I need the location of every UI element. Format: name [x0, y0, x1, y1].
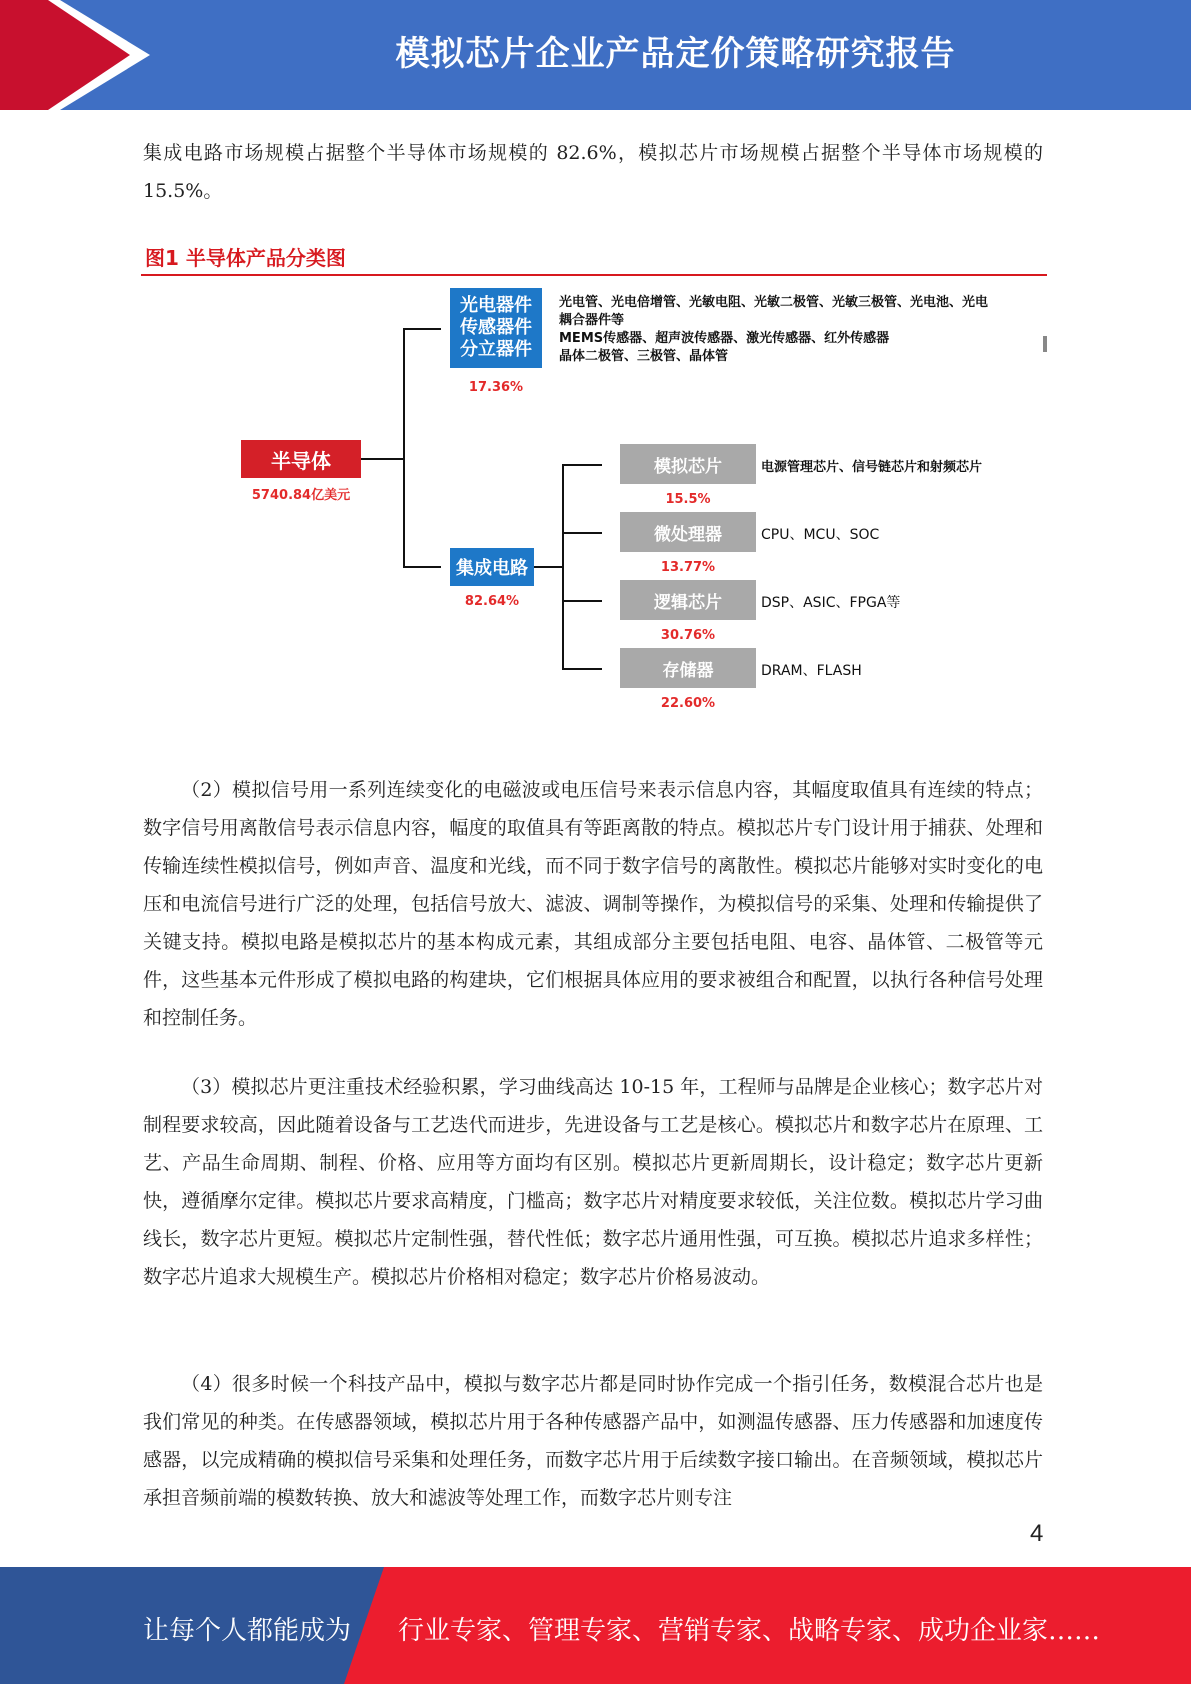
connector-logic [562, 600, 602, 602]
node-semiconductor-value: 5740.84亿美元 [251, 488, 351, 503]
header-arrow-graphic [0, 0, 170, 110]
node-logic-chip-pct: 30.76% [660, 628, 716, 643]
node-integrated-circuit-pct: 82.64% [464, 594, 520, 609]
node-microprocessor: 微处理器 [620, 512, 756, 552]
connector-opto [403, 328, 441, 330]
semiconductor-classification-figure [141, 236, 1047, 730]
node-optoelectronic-pct: 17.36% [468, 380, 524, 395]
connector-ic-out [534, 566, 564, 568]
connector-memory [562, 668, 602, 670]
figure-title: 图1 半导体产品分类图 [145, 246, 346, 270]
connector-root-vertical [403, 328, 405, 568]
node-microprocessor-pct: 13.77% [660, 560, 716, 575]
connector-ic-vertical [562, 464, 564, 668]
paragraph-4: （4）很多时候一个科技产品中，模拟与数字芯片都是同时协作完成一个指引任务，数模混合芯片也是我们常见的种类。在传感器领域，模拟芯片用于各种传感器产品中，如测温传感器、压力传感器和加速度传感器，以完成精确的模拟信号采集和处理任务，而数字芯片用于后续数字接口输出。在音频领域，模拟芯片承担音频前端的模数转换、放大和滤波等处理工作，而数字芯片则专注 [143, 1373, 1043, 1509]
node-logic-chip: 逻辑芯片 [620, 580, 756, 620]
connector-micro [562, 532, 602, 534]
page-number: 4 [1030, 1520, 1044, 1547]
paragraph-3: （3）模拟芯片更注重技术经验积累，学习曲线高达 10-15 年，工程师与品牌是企业核心；数字芯片对制程要求较高，因此随着设备与工艺迭代而进步，先进设备与工艺是核心。模拟芯片和数字芯片在原理、工艺、产品生命周期、制程、价格、应用等方面均有区别。模拟芯片更新周期长，设计稳定；数字芯片更新快，遵循摩尔定律。模拟芯片要求高精度，门槛高；数字芯片对精度要求较低，关注位数。模拟芯片学习曲线长，数字芯片更短。模拟芯片定制性强，替代性低；数字芯片通用性强，可互换。模拟芯片追求多样性；数字芯片追求大规模生产。模拟芯片价格相对稳定；数字芯片价格易波动。 [143, 1076, 1043, 1288]
paragraph-2: （2）模拟信号用一系列连续变化的电磁波或电压信号来表示信息内容，其幅度取值具有连续的特点；数字信号用离散信号表示信息内容，幅度的取值具有等距离散的特点。模拟芯片专门设计用于捕获、处理和传输连续性模拟信号，例如声音、温度和光线，而不同于数字信号的离散性。模拟芯片能够对实时变化的电压和电流信号进行广泛的处理，包括信号放大、滤波、调制等操作，为模拟信号的采集、处理和传输提供了关键支持。模拟电路是模拟芯片的基本构成元素，其组成部分主要包括电阻、电容、晶体管、二极管等元件，这些基本元件形成了模拟电路的构建块，它们根据具体应用的要求被组合和配置，以执行各种信号处理和控制任务。 [143, 779, 1043, 1029]
node-analog-chip: 模拟芯片 [620, 444, 756, 484]
node-memory: 存储器 [620, 648, 756, 688]
footer-slogan-left: 让每个人都能成为 [143, 1616, 352, 1646]
node-integrated-circuit: 集成电路 [450, 548, 534, 586]
intro-paragraph: 集成电路市场规模占据整个半导体市场规模的 82.6%，模拟芯片市场规模占据整个半导体市场规模的 15.5%。 [143, 142, 1043, 202]
node-memory-desc: DRAM、FLASH [761, 663, 862, 679]
connector-ic [403, 566, 441, 568]
connector-root [361, 458, 405, 460]
optoelectronic-desc-3: MEMS传感器、超声波传感器、激光传感器、红外传感器 [559, 331, 890, 346]
footer-slogan-right: 行业专家、管理专家、营销专家、战略专家、成功企业家…… [398, 1616, 1101, 1646]
node-analog-chip-pct: 15.5% [665, 492, 711, 507]
node-optoelectronic-line-1: 光电器件 [460, 295, 532, 316]
figure-title-rule [141, 274, 1047, 276]
node-microprocessor-desc: CPU、MCU、SOC [761, 527, 880, 543]
report-title: 模拟芯片企业产品定价策略研究报告 [395, 34, 956, 74]
node-memory-pct: 22.60% [660, 696, 716, 711]
node-analog-chip-desc: 电源管理芯片、信号链芯片和射频芯片 [761, 460, 983, 475]
optoelectronic-desc-1: 光电管、光电倍增管、光敏电阻、光敏二极管、光敏三极管、光电池、光电 [559, 295, 989, 310]
optoelectronic-desc-2: 耦合器件等 [559, 313, 625, 328]
node-optoelectronic-line-3: 分立器件 [460, 339, 532, 360]
node-logic-chip-desc: DSP、ASIC、FPGA等 [761, 595, 901, 611]
node-optoelectronic-line-2: 传感器件 [460, 317, 532, 338]
optoelectronic-desc [559, 294, 1047, 366]
node-optoelectronic [450, 288, 542, 368]
connector-analog [562, 464, 602, 466]
optoelectronic-desc-4: 晶体二极管、三极管、晶体管 [559, 349, 729, 364]
node-semiconductor: 半导体 [241, 440, 361, 478]
